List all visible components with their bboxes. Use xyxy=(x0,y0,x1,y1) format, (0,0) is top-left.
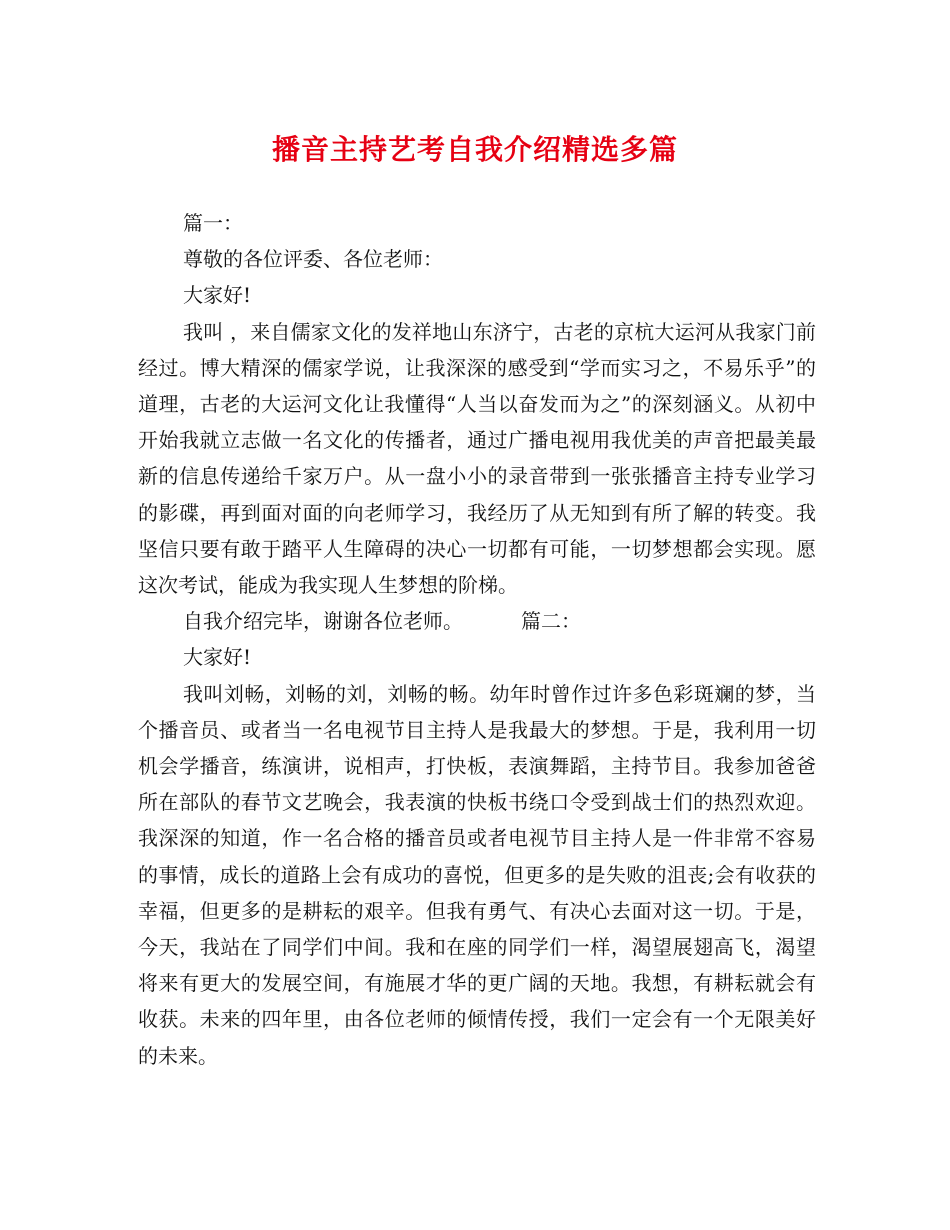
section-one-heading: 篇一： xyxy=(183,211,243,235)
closing-line xyxy=(138,603,816,639)
document-body xyxy=(138,205,816,1074)
greeting-two: 大家好! xyxy=(183,645,252,670)
paragraph-intro-one: 我叫 ，来自儒家文化的发祥地山东济宁，古老的京杭大运河从我家门前经过。博大精深的儒家学说，让我深深的感受到“学而实习之，不易乐乎”的道理，古老的大运河文化让我懂得“人当以奋发而为之”的深刻涵义。从初中开始我就立志做一名文化的传播者，通过广播电视用我优美的声音把最美最新的信息传递给千家万户。从一盘小小的录音带到一张张播音主持专业学习的影碟，再到面对面的向老师学习，我经历了从无知到有所了解的转变。我坚信只要有敢于踏平人生障碍的决心一切都有可能，一切梦想都会实现。愿这次考试，能成为我实现人生梦想的阶梯。 xyxy=(138,319,816,598)
paragraph-intro-two: 我叫刘畅，刘畅的刘，刘畅的畅。幼年时曾作过许多色彩斑斓的梦，当个播音员、或者当一名电视节目主持人是我最大的梦想。于是，我利用一切机会学播音，练演讲，说相声，打快板，表演舞蹈，主持节目。我参加爸爸所在部队的春节文艺晚会，我表演的快板书绕口令受到战士们的热烈欢迎。我深深的知道，作一名合格的播音员或者电视节目主持人是一件非常不容易的事情，成长的道路上会有成功的喜悦，但更多的是失败的沮丧;会有收获的幸福，但更多的是耕耘的艰辛。但我有勇气、有决心去面对这一切。于是，今天，我站在了同学们中间。我和在座的同学们一样，渴望展翅高飞，渴望将来有更大的发展空间，有施展才华的更广阔的天地。我想，有耕耘就会有收获。未来的四年里，由各位老师的倾情传授，我们一定会有一个无限美好的未来。 xyxy=(138,681,816,1068)
document-title: 播音主持艺考自我介绍精选多篇 xyxy=(271,133,678,166)
section-two-heading: 篇二： xyxy=(521,609,581,634)
salutation: 尊敬的各位评委、各位老师： xyxy=(183,247,443,272)
greeting-one: 大家好! xyxy=(183,283,252,308)
closing-text: 自我介绍完毕，谢谢各位老师。 xyxy=(183,609,463,634)
